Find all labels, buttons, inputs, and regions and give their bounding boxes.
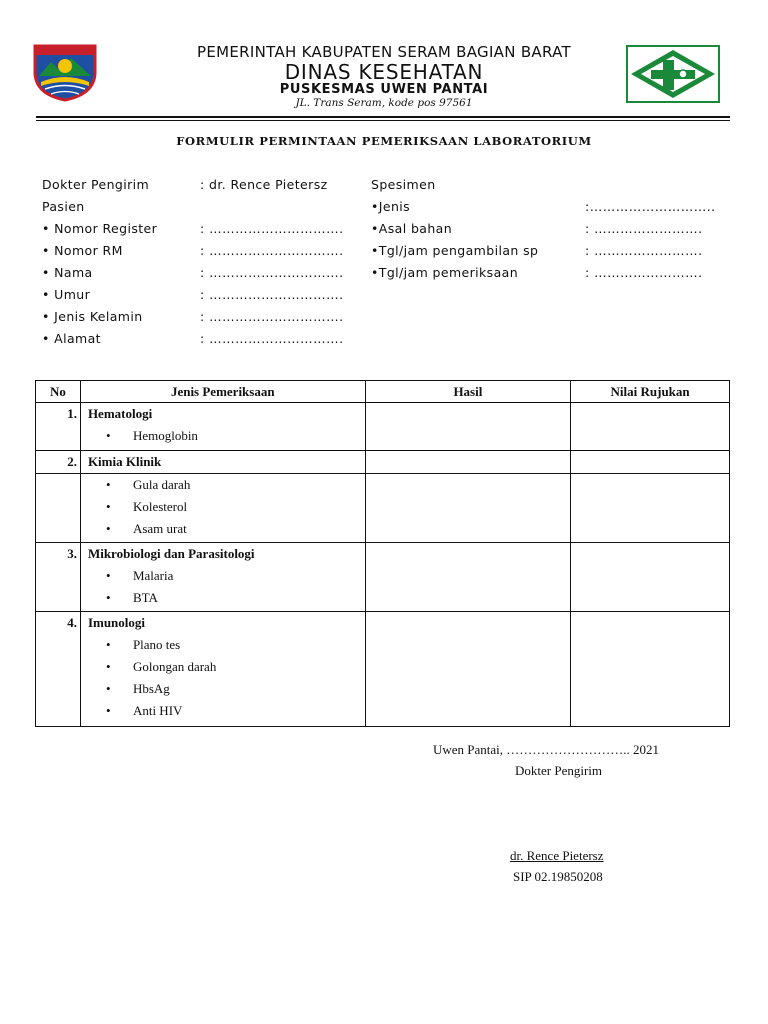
field-jenis-value: :……………………….. bbox=[585, 199, 716, 214]
field-asal-bahan: •Asal bahan bbox=[371, 221, 453, 236]
bullet-icon: • bbox=[105, 499, 111, 514]
group-cell bbox=[80, 543, 365, 612]
list-item bbox=[81, 656, 365, 678]
list-item bbox=[81, 587, 365, 609]
specimen-label: Spesimen bbox=[371, 177, 436, 192]
test-name: HbsAg bbox=[132, 681, 170, 696]
group-number: 2. bbox=[36, 451, 81, 474]
list-item bbox=[81, 700, 365, 722]
hasil-cell[interactable] bbox=[365, 612, 571, 727]
field-tgl-pemeriksaan-value: : ……………………. bbox=[585, 265, 703, 280]
signer-sip-number: SIP 02.19850208 bbox=[513, 869, 603, 884]
field-label: Nomor Register bbox=[54, 221, 158, 236]
field-tgl-pengambilan: •Tgl/jam pengambilan sp bbox=[371, 243, 539, 258]
table-row bbox=[36, 451, 730, 474]
list-item bbox=[81, 565, 365, 587]
lab-request-table bbox=[35, 380, 730, 727]
header-hasil: Hasil bbox=[365, 381, 571, 403]
test-name: Plano tes bbox=[132, 637, 181, 652]
header-rule-thick bbox=[36, 116, 730, 118]
nilai-rujukan-cell[interactable] bbox=[571, 474, 730, 543]
field-nomor-rm: • Nomor RM bbox=[42, 243, 123, 258]
test-name: BTA bbox=[132, 590, 158, 605]
field-label: Alamat bbox=[54, 331, 101, 346]
field-umur: • Umur bbox=[42, 287, 91, 302]
signer-role: Dokter Pengirim bbox=[515, 763, 603, 778]
field-nomor-rm-value: : …………………………. bbox=[200, 243, 344, 258]
list-item bbox=[81, 678, 365, 700]
table-header-row bbox=[36, 381, 730, 403]
group-number: 3. bbox=[36, 543, 81, 612]
field-jenis-kelamin: • Jenis Kelamin bbox=[42, 309, 143, 324]
group-cell bbox=[80, 403, 365, 451]
field-umur-value: : …………………………. bbox=[200, 287, 344, 302]
bullet-icon: • bbox=[105, 659, 111, 674]
referring-doctor-label: Dokter Pengirim bbox=[42, 177, 150, 192]
field-label: Umur bbox=[54, 287, 91, 302]
field-label: Jenis Kelamin bbox=[54, 309, 143, 324]
field-tgl-pemeriksaan: •Tgl/jam pemeriksaan bbox=[371, 265, 519, 280]
test-name: Golongan darah bbox=[132, 659, 217, 674]
hasil-cell[interactable] bbox=[365, 403, 571, 451]
place-date-line: Uwen Pantai, ……………………….. 2021 bbox=[433, 742, 660, 757]
test-name: Asam urat bbox=[132, 521, 187, 536]
hasil-cell[interactable] bbox=[365, 474, 571, 543]
form-title: FORMULIR PERMINTAAN PEMERIKSAAN LABORATORIUM bbox=[176, 134, 592, 148]
list-item bbox=[81, 518, 365, 540]
bullet-icon: • bbox=[105, 521, 111, 536]
government-line: PEMERINTAH KABUPATEN SERAM BAGIAN BARAT bbox=[197, 43, 571, 61]
group-number: 1. bbox=[36, 403, 81, 451]
field-label: Jenis bbox=[378, 199, 411, 214]
table-row bbox=[36, 474, 730, 543]
group-items-cell bbox=[80, 474, 365, 543]
field-label: Tgl/jam pemeriksaan bbox=[378, 265, 519, 280]
test-name: Gula darah bbox=[132, 477, 191, 492]
test-name: Kolesterol bbox=[132, 499, 188, 514]
group-title: Kimia Klinik bbox=[87, 454, 162, 469]
bullet-icon: • bbox=[105, 428, 111, 443]
list-item bbox=[81, 425, 365, 447]
bullet-icon: • bbox=[105, 637, 111, 652]
list-item bbox=[81, 496, 365, 518]
signer-name: dr. Rence Pietersz bbox=[510, 848, 604, 863]
bullet-icon: • bbox=[105, 681, 111, 696]
field-label: Nomor RM bbox=[54, 243, 123, 258]
bullet-icon: • bbox=[105, 477, 111, 492]
header-rule-thin bbox=[36, 120, 730, 121]
test-name: Anti HIV bbox=[132, 703, 183, 718]
nilai-rujukan-cell[interactable] bbox=[571, 543, 730, 612]
field-label: Asal bahan bbox=[378, 221, 453, 236]
field-jenis: •Jenis bbox=[371, 199, 411, 214]
group-title: Imunologi bbox=[87, 615, 146, 630]
bullet-icon: • bbox=[105, 590, 111, 605]
field-label: Tgl/jam pengambilan sp bbox=[378, 243, 539, 258]
field-nama-value: : …………………………. bbox=[200, 265, 344, 280]
group-cell bbox=[80, 612, 365, 727]
field-jenis-kelamin-value: : …………………………. bbox=[200, 309, 344, 324]
field-nomor-register: • Nomor Register bbox=[42, 221, 158, 236]
group-title: Hematologi bbox=[87, 406, 153, 421]
table-row bbox=[36, 543, 730, 612]
header-no: No bbox=[36, 381, 81, 403]
hasil-cell[interactable] bbox=[365, 451, 571, 474]
puskesmas-name: PUSKESMAS UWEN PANTAI bbox=[279, 82, 489, 97]
field-label: Nama bbox=[54, 265, 93, 280]
referring-doctor-value: : dr. Rence Pietersz bbox=[200, 177, 328, 192]
hasil-cell[interactable] bbox=[365, 543, 571, 612]
field-nama: • Nama bbox=[42, 265, 93, 280]
table-row bbox=[36, 403, 730, 451]
list-item bbox=[81, 474, 365, 496]
field-asal-bahan-value: : ……………………. bbox=[585, 221, 703, 236]
empty-number-cell bbox=[36, 474, 81, 543]
field-tgl-pengambilan-value: : ……………………. bbox=[585, 243, 703, 258]
bullet-icon: • bbox=[105, 703, 111, 718]
list-item bbox=[81, 634, 365, 656]
field-alamat: • Alamat bbox=[42, 331, 101, 346]
field-nomor-register-value: : …………………………. bbox=[200, 221, 344, 236]
header-nilai-rujukan: Nilai Rujukan bbox=[571, 381, 730, 403]
header-jenis-pemeriksaan: Jenis Pemeriksaan bbox=[80, 381, 365, 403]
nilai-rujukan-cell[interactable] bbox=[571, 403, 730, 451]
group-title: Mikrobiologi dan Parasitologi bbox=[87, 546, 255, 561]
field-alamat-value: : …………………………. bbox=[200, 331, 344, 346]
address-line: JL. Trans Seram, kode pos 97561 bbox=[295, 97, 473, 109]
department-title: DINAS KESEHATAN bbox=[284, 60, 484, 84]
test-name: Hemoglobin bbox=[132, 428, 198, 443]
group-title-cell bbox=[80, 451, 365, 474]
table-row bbox=[36, 612, 730, 727]
test-name: Malaria bbox=[132, 568, 174, 583]
nilai-rujukan-cell[interactable] bbox=[571, 612, 730, 727]
patient-label: Pasien bbox=[42, 199, 85, 214]
group-number: 4. bbox=[36, 612, 81, 727]
nilai-rujukan-cell[interactable] bbox=[571, 451, 730, 474]
bullet-icon: • bbox=[105, 568, 111, 583]
